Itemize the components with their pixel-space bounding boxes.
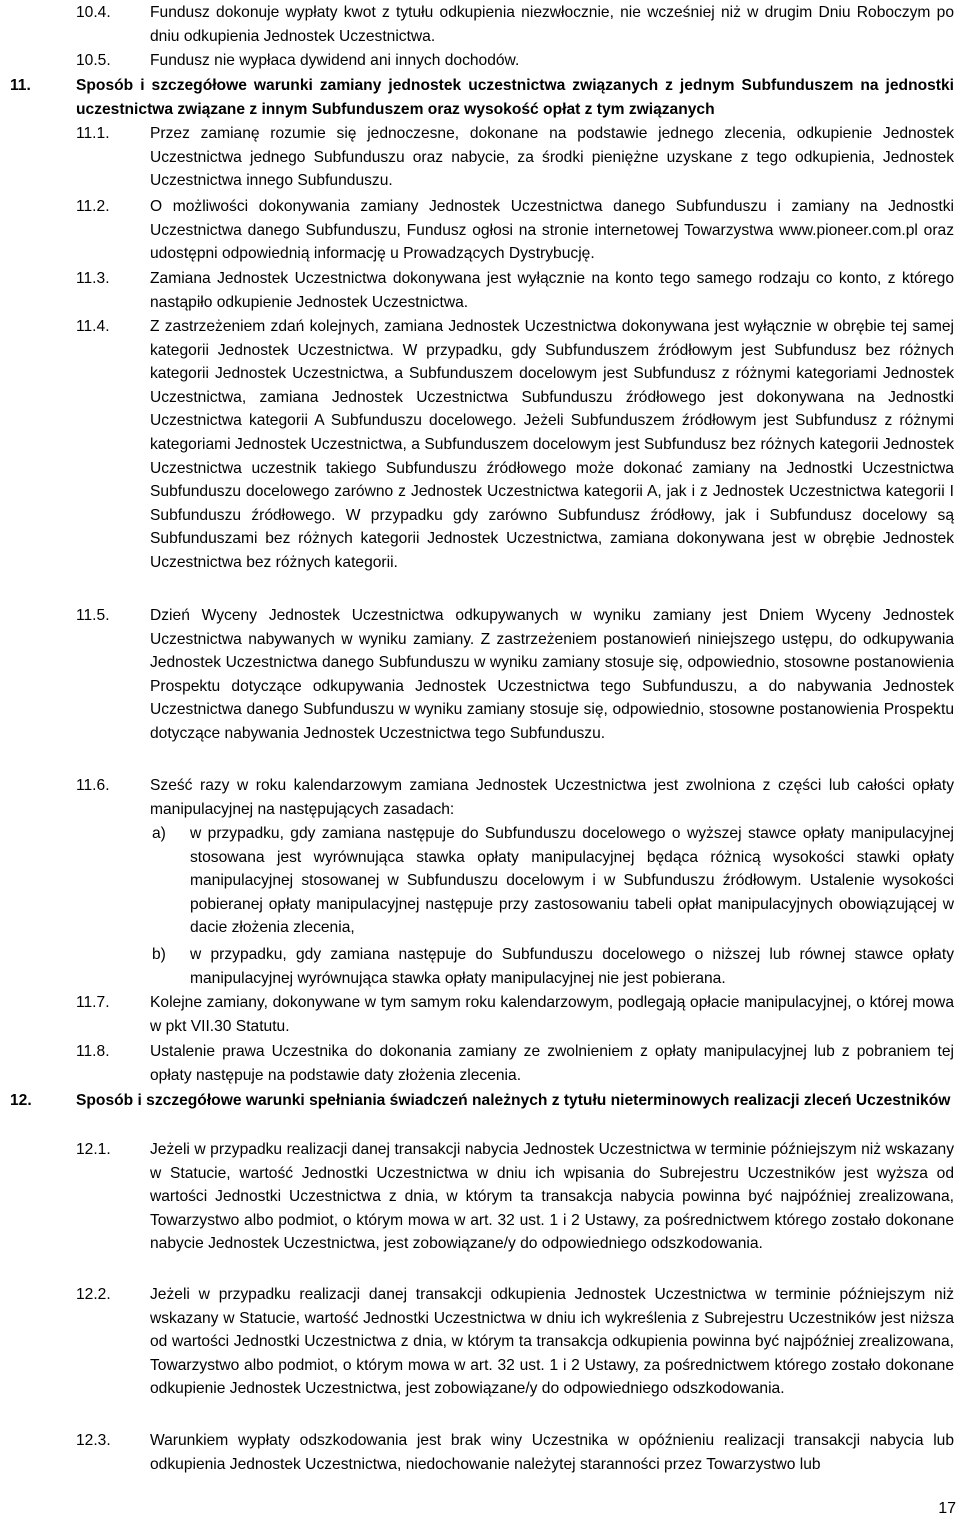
list-item-text: w przypadku, gdy zamiana następuje do Subfunduszu docelowego o niższej lub równej stawce opłaty manipulacyjnej wyrównująca stawka opłaty manipulacyjnej nie jest pobierana. (190, 946, 954, 987)
paragraph-number: 11.6. (76, 777, 110, 794)
section-title: Sposób i szczegółowe warunki spełniania świadczeń należnych z tytułu nieterminowych realizacji zleceń Uczestników (76, 1092, 951, 1109)
paragraph-text: Fundusz dokonuje wypłaty kwot z tytułu odkupienia niezwłocznie, nie wcześniej niż w drugim Dniu Roboczym po dniu odkupienia Jednostek Uczestnictwa. (150, 4, 954, 45)
paragraph-11-1 (76, 122, 954, 193)
paragraph-text: Jeżeli w przypadku realizacji danej transakcji nabycia Jednostek Uczestnictwa w terminie późniejszym niż wskazany w Statucie, wartość Jednostki Uczestnictwa w dniu ich wpisania do Subrejestru Uczestników jest wyższa od wartości Jednostki Uczestnictwa z dnia, w którym ta transakcja nabycia powinna być najpóźniej zrealizowana, Towarzystwo albo podmiot, o którym mowa w art. 32 ust. 1 i 2 Ustawy, za pośrednictwem którego zostało dokonane nabycie Jednostek Uczestnictwa, jest zobowiązane/y do odpowiedniego odszkodowania. (150, 1141, 954, 1253)
paragraph-11-7 (76, 991, 954, 1038)
section-heading-12 (10, 1089, 954, 1113)
paragraph-text: Ustalenie prawa Uczestnika do dokonania zamiany ze zwolnieniem z opłaty manipulacyjnej lub z pobraniem tej opłaty następuje na podstawie daty złożenia zlecenia. (150, 1043, 954, 1084)
section-heading-11 (10, 74, 954, 121)
paragraph-text: Zamiana Jednostek Uczestnictwa dokonywana jest wyłącznie na konto tego samego rodzaju co konto, z którego nastąpiło odkupienie Jednostek Uczestnictwa. (150, 270, 954, 311)
paragraph-text: O możliwości dokonywania zamiany Jednostek Uczestnictwa danego Subfunduszu i zamiany na Jednostki Uczestnictwa danego Subfunduszu, Fundusz ogłosi na stronie internetowej Towarzystwa www.pioneer.com.pl oraz udostępni odpowiednią informację u Prowadzących Dystrybucję. (150, 198, 954, 263)
paragraph-text: Kolejne zamiany, dokonywane w tym samym roku kalendarzowym, podlegają opłacie manipulacyjnej, o której mowa w pkt VII.30 Statutu. (150, 994, 954, 1035)
paragraph-text: Z zastrzeżeniem zdań kolejnych, zamiana Jednostek Uczestnictwa dokonywana jest wyłącznie w obrębie tej samej kategorii Jednostek Uczestnictwa. W przypadku, gdy Subfunduszem źródłowym jest Subfundusz bez różnych kategorii Jednostek Uczestnictwa, a Subfunduszem docelowym jest Subfundusz z różnymi kategoriami Jednostek Uczestnictwa, zamiana Jednostek Uczestnictwa Subfunduszu źródłowego jest dokonywana na Jednostki Uczestnictwa kategorii A Subfunduszu docelowego. Jeżeli Subfunduszem źródłowym jest Subfundusz z różnymi kategoriami Jednostek Uczestnictwa, a Subfunduszem docelowym jest Subfundusz bez różnych kategorii Jednostek Uczestnictwa uczestnik takiego Subfunduszu źródłowego może dokonać zamiany na Jednostki Uczestnictwa Subfunduszu docelowego zarówno z Jednostek Uczestnictwa kategorii A, jak i z Jednostek Uczestnictwa kategorii I Subfunduszu źródłowego. W przypadku gdy zarówno Subfundusz źródłowy, jak i Subfundusz docelowy są Subfunduszami bez różnych kategorii Jednostek Uczestnictwa, zamiana dokonywana jest w obrębie Jednostek Uczestnictwa bez różnych kategorii. (150, 318, 954, 571)
paragraph-number: 11.5. (76, 607, 110, 624)
paragraph-text: Sześć razy w roku kalendarzowym zamiana Jednostek Uczestnictwa jest zwolniona z części lub całości opłaty manipulacyjnej na następujących zasadach: (150, 777, 954, 818)
paragraph-12-2 (76, 1283, 954, 1401)
paragraph-text: Fundusz nie wypłaca dywidend ani innych dochodów. (150, 52, 520, 69)
list-marker: a) (152, 825, 166, 842)
paragraph-number: 11.2. (76, 198, 110, 215)
paragraph-number: 10.5. (76, 52, 111, 69)
paragraph-number: 12.2. (76, 1286, 111, 1303)
paragraph-number: 12.3. (76, 1432, 111, 1449)
paragraph-number: 11.1. (76, 125, 110, 142)
section-number: 12. (10, 1092, 32, 1109)
paragraph-11-3 (76, 267, 954, 314)
paragraph-10-4 (76, 1, 954, 48)
section-number: 11. (10, 77, 31, 94)
paragraph-number: 12.1. (76, 1141, 111, 1158)
paragraph-text: Warunkiem wypłaty odszkodowania jest brak winy Uczestnika w opóźnieniu realizacji transakcji nabycia lub odkupienia Jednostek Uczestnictwa, niedochowanie należytej staranności przez Towarzystwo lub (150, 1432, 954, 1473)
paragraph-number: 11.8. (76, 1043, 110, 1060)
paragraph-11-8 (76, 1040, 954, 1087)
paragraph-10-5 (76, 49, 954, 73)
paragraph-text: Dzień Wyceny Jednostek Uczestnictwa odkupywanych w wyniku zamiany jest Dniem Wyceny Jednostek Uczestnictwa nabywanych w wyniku zamiany. Z zastrzeżeniem postanowień niniejszego ustępu, do odkupywania Jednostek Uczestnictwa danego Subfunduszu w wyniku zamiany stosuje się, odpowiednio, stosowne postanowienia Prospektu dotyczące odkupywania Jednostek Uczestnictwa tego Subfunduszu, a do nabywania Jednostek Uczestnictwa danego Subfunduszu w wyniku zamiany stosuje się, odpowiednio, stosowne postanowienia Prospektu dotyczące nabywania Jednostek Uczestnictwa tego Subfunduszu. (150, 607, 954, 742)
paragraph-11-6 (76, 774, 954, 821)
list-item-b (152, 943, 954, 990)
list-marker: b) (152, 946, 166, 963)
paragraph-number: 11.4. (76, 318, 110, 335)
paragraph-12-3 (76, 1429, 954, 1476)
page-number: 17 (938, 1500, 956, 1518)
paragraph-number: 10.4. (76, 4, 111, 21)
section-title: Sposób i szczegółowe warunki zamiany jednostek uczestnictwa związanych z jednym Subfunduszem na jednostki uczestnictwa związane z innym Subfunduszem oraz wysokość opłat z tym związanych (76, 77, 954, 118)
list-item-a (152, 822, 954, 940)
list-item-text: w przypadku, gdy zamiana następuje do Subfunduszu docelowego o wyższej stawce opłaty manipulacyjnej stosowana jest wyrównująca stawka opłaty manipulacyjnej będąca różnicą wysokości stawki opłaty manipulacyjnej stosowanej w Subfunduszu docelowym i w Subfunduszu źródłowym. Ustalenie wysokości pobieranej opłaty manipulacyjnej następuje przy zastosowaniu tabeli opłat manipulacyjnych obowiązującej w dacie złożenia zlecenia, (190, 825, 954, 937)
paragraph-number: 11.7. (76, 994, 110, 1011)
paragraph-11-2 (76, 195, 954, 266)
paragraph-number: 11.3. (76, 270, 110, 287)
paragraph-text: Przez zamianę rozumie się jednoczesne, dokonane na podstawie jednego zlecenia, odkupienie Jednostek Uczestnictwa jednego Subfunduszu oraz nabycie, za środki pieniężne uzyskane z tego odkupienia, Jednostek Uczestnictwa innego Subfunduszu. (150, 125, 954, 190)
paragraph-11-4 (76, 315, 954, 575)
paragraph-11-5 (76, 604, 954, 746)
paragraph-text: Jeżeli w przypadku realizacji danej transakcji odkupienia Jednostek Uczestnictwa w terminie późniejszym niż wskazany w Statucie, wartość Jednostki Uczestnictwa w dniu ich wykreślenia z Subrejestru Uczestników jest niższa od wartości Jednostki Uczestnictwa z dnia, w którym ta transakcja odkupienia powinna być najpóźniej zrealizowana, Towarzystwo albo podmiot, o którym mowa w art. 32 ust. 1 i 2 Ustawy, za pośrednictwem którego zostało dokonane odkupienie Jednostek Uczestnictwa, jest zobowiązane/y do odpowiedniego odszkodowania. (150, 1286, 954, 1398)
paragraph-12-1 (76, 1138, 954, 1256)
